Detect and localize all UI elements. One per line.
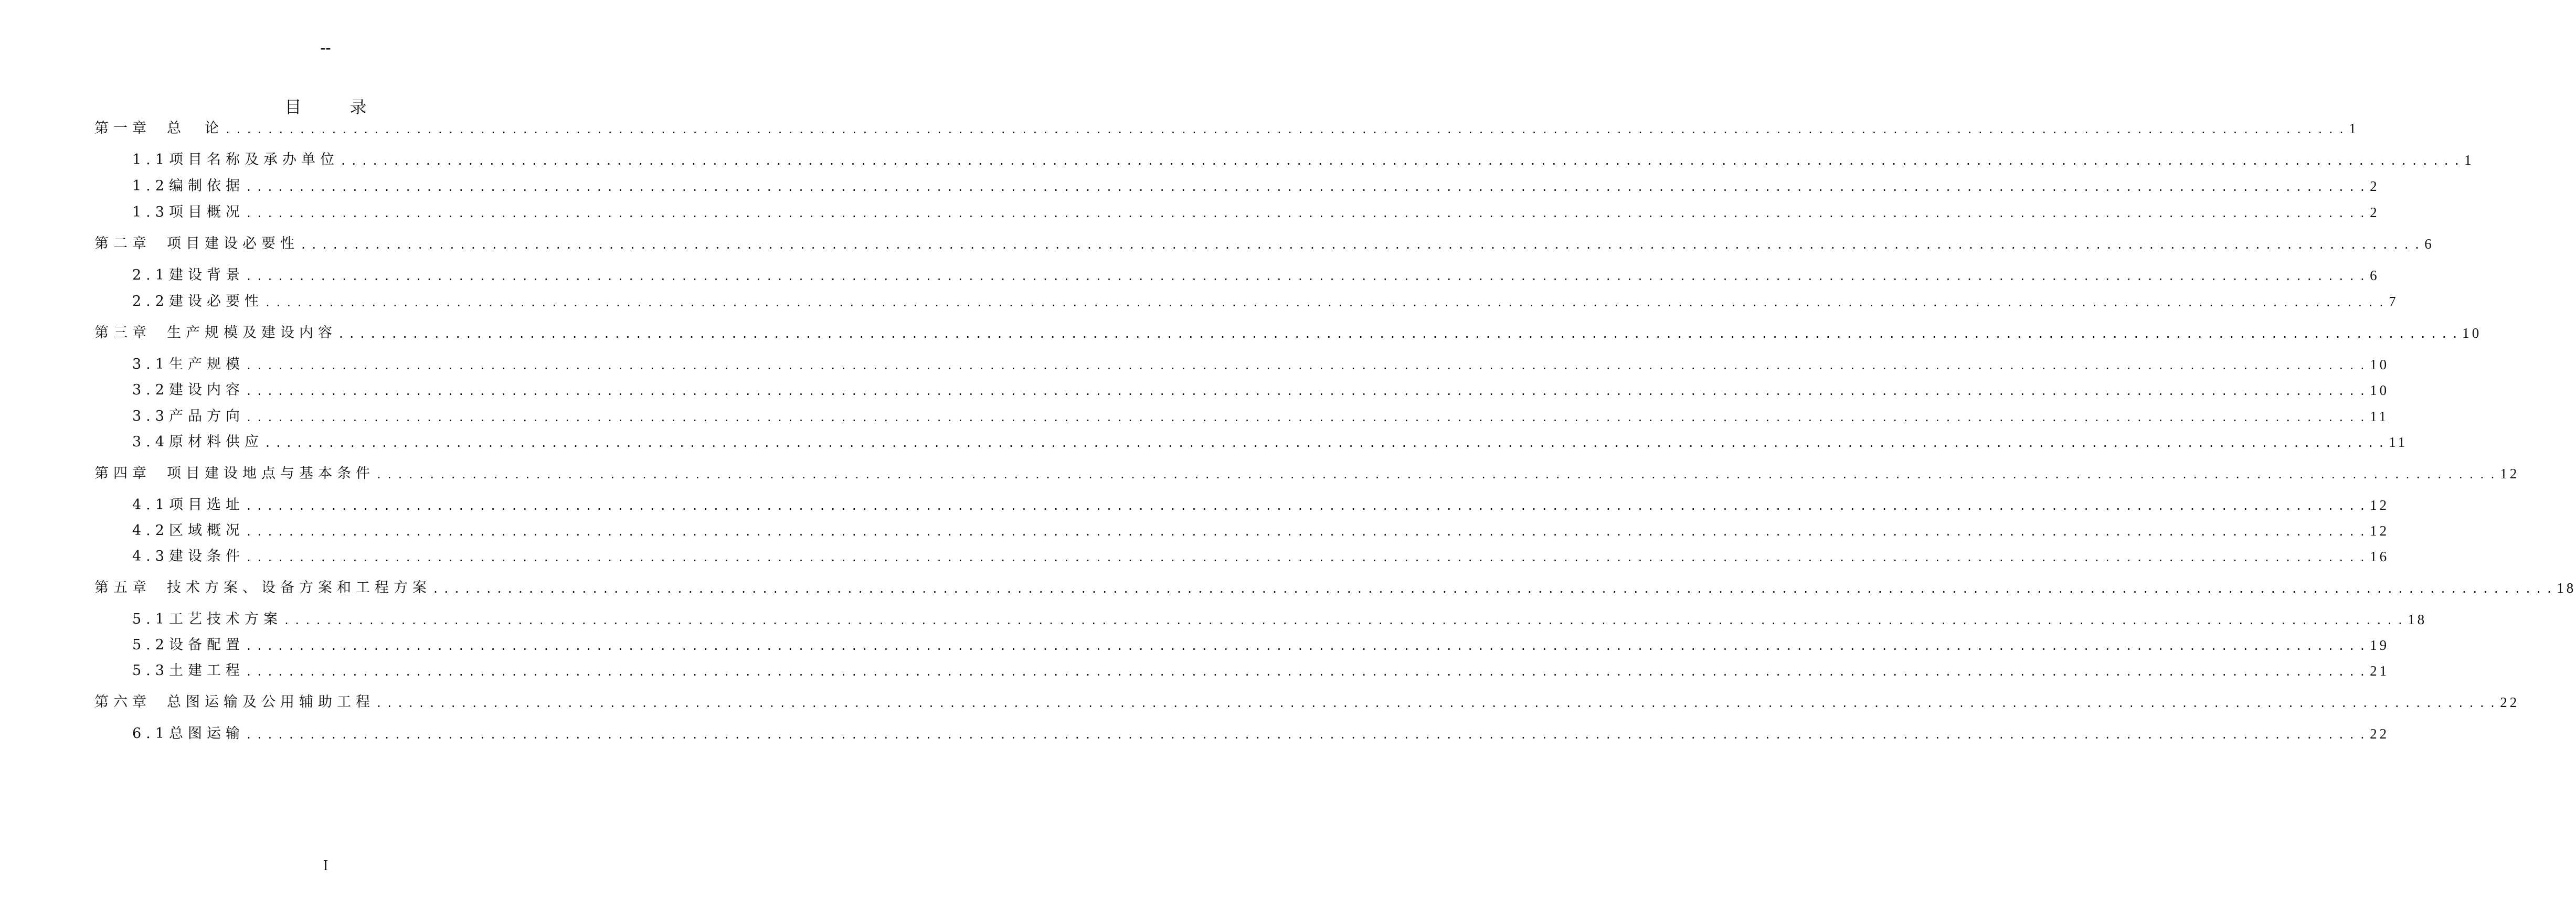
toc-entry-title: 建设背景: [168, 267, 245, 283]
toc-entry-page: 12: [2370, 523, 2390, 539]
toc-entry-label: [132, 662, 245, 680]
toc-entry-label: [94, 579, 431, 597]
toc-entry-page: 1: [2349, 121, 2359, 136]
toc-entry-number: 4.2: [132, 522, 169, 539]
toc-entry-title: 生产规模及建设内容: [167, 325, 337, 341]
toc-entry-label: [132, 204, 245, 221]
toc-entry-page: 6: [2424, 236, 2434, 252]
toc-entry-page: 10: [2462, 325, 2482, 341]
toc-entry-label: [132, 408, 245, 425]
toc-entry-number: 4.3: [132, 548, 169, 564]
toc-entry-label: [132, 356, 245, 373]
toc-entry-label: [132, 496, 245, 514]
toc-dot-leader: ........................................................................................................................................................................................................: [300, 239, 2425, 251]
toc-entry-label: [132, 381, 245, 399]
toc-entry-title: 土建工程: [168, 662, 245, 679]
toc-dot-leader: ........................................................................................................................................................................................................: [225, 123, 2349, 136]
toc-entry-title: 生产规模: [168, 356, 245, 372]
toc-entry-number: 5.3: [132, 662, 169, 679]
toc-entry-page: 16: [2370, 549, 2390, 564]
header-mark: --: [320, 39, 331, 56]
toc-entry-number: 1.3: [132, 204, 169, 220]
toc-entry-label: [132, 548, 245, 565]
toc-entry-title: 项目建设必要性: [167, 236, 299, 252]
toc-entry-number: 第一章: [94, 120, 151, 136]
toc-entry-label: [132, 522, 245, 540]
toc-chapter-entry[interactable]: [94, 120, 2359, 137]
toc-dot-leader: ........................................................................................................................................................................................................: [376, 468, 2500, 481]
toc-dot-leader: ........................................................................................................................................................................................................: [264, 296, 2389, 309]
toc-entry-page: 10: [2370, 382, 2390, 398]
toc-dot-leader: ........................................................................................................................................................................................................: [245, 526, 2370, 538]
toc-entry-label: [94, 693, 375, 711]
toc-entry-number: 5.1: [132, 611, 169, 627]
toc-dot-leader: ........................................................................................................................................................................................................: [245, 729, 2370, 741]
toc-dot-leader: ........................................................................................................................................................................................................: [376, 697, 2500, 710]
toc-entry-label: [132, 433, 263, 451]
toc-entry-number: 3.4: [132, 434, 169, 450]
toc-chapter-entry[interactable]: [94, 693, 2520, 711]
toc-dot-leader: ........................................................................................................................................................................................................: [245, 551, 2370, 564]
toc-entry-page: 1: [2464, 152, 2474, 168]
toc-entry-page: 21: [2370, 663, 2390, 679]
toc-entry-number: 第五章: [94, 580, 151, 596]
toc-entry-title: 原材料供应: [168, 434, 263, 450]
toc-dot-leader: ........................................................................................................................................................................................................: [264, 437, 2389, 450]
toc-entry-page: 11: [2370, 409, 2389, 424]
toc-dot-leader: ........................................................................................................................................................................................................: [340, 155, 2465, 167]
toc-entry-label: [132, 151, 339, 169]
toc-entry-label: [132, 293, 263, 311]
toc-dot-leader: ........................................................................................................................................................................................................: [245, 640, 2370, 652]
toc-chapter-entry[interactable]: [94, 465, 2520, 483]
toc-entry-label: [94, 465, 375, 483]
toc-entry-page: 18: [2557, 580, 2576, 596]
toc-section-entry[interactable]: [132, 662, 2390, 680]
toc-entry-title: 技术方案、设备方案和工程方案: [167, 580, 431, 596]
toc-section-entry[interactable]: [132, 725, 2390, 743]
toc-entry-label: [94, 120, 224, 137]
toc-entry-page: 7: [2389, 294, 2399, 309]
toc-entry-number: 第六章: [94, 694, 151, 710]
toc-dot-leader: ........................................................................................................................................................................................................: [245, 385, 2370, 398]
toc-entry-number: 6.1: [132, 725, 169, 742]
toc-title-right: 录: [349, 97, 367, 117]
toc-entry-title: 设备配置: [168, 637, 245, 653]
toc-entry-number: 3.3: [132, 408, 169, 424]
toc-chapter-entry[interactable]: [94, 324, 2482, 342]
page-number: I: [323, 858, 328, 874]
toc-section-entry[interactable]: [132, 356, 2390, 373]
toc-section-entry[interactable]: [132, 496, 2390, 514]
toc-entry-number: 第四章: [94, 465, 151, 482]
toc-entry-title: 项目名称及承办单位: [168, 152, 339, 168]
toc-entry-title: 项目选址: [168, 497, 245, 513]
toc-entry-title: 总图运输及公用辅助工程: [167, 694, 375, 710]
toc-dot-leader: ........................................................................................................................................................................................................: [245, 411, 2370, 424]
toc-entry-number: 3.1: [132, 356, 169, 372]
toc-entry-number: 第三章: [94, 325, 151, 341]
toc-entry-label: [132, 636, 245, 654]
toc-entry-title: 总图运输: [168, 725, 245, 742]
toc-section-entry[interactable]: [132, 522, 2390, 540]
toc-chapter-entry[interactable]: [94, 579, 2576, 597]
toc-entry-number: 1.2: [132, 178, 169, 194]
toc-entry-title: 工艺技术方案: [168, 611, 282, 627]
toc-dot-leader: ........................................................................................................................................................................................................: [245, 270, 2370, 283]
toc-entry-label: [132, 177, 245, 195]
toc-entry-number: 3.2: [132, 382, 169, 398]
toc-entry-label: [132, 725, 245, 743]
toc-chapter-entry[interactable]: [94, 235, 2434, 253]
toc-section-entry[interactable]: [132, 151, 2474, 169]
toc-entry-page: 2: [2370, 178, 2380, 194]
toc-section-entry[interactable]: [132, 177, 2380, 195]
toc-entry-label: [94, 324, 337, 342]
toc-entry-page: 22: [2370, 726, 2390, 742]
toc-entry-title: 建设内容: [168, 382, 245, 398]
toc-entry-page: 12: [2500, 466, 2520, 482]
toc-entry-number: 1.1: [132, 152, 169, 168]
toc-entry-number: 4.1: [132, 497, 169, 513]
toc-entry-title: 项目概况: [168, 204, 245, 220]
toc-entry-page: 12: [2370, 497, 2390, 513]
toc-dot-leader: ........................................................................................................................................................................................................: [245, 666, 2370, 678]
toc-section-entry[interactable]: [132, 408, 2389, 425]
toc-section-entry[interactable]: [132, 293, 2399, 311]
toc-section-entry[interactable]: [132, 381, 2390, 399]
toc-section-entry[interactable]: [132, 204, 2380, 221]
toc-section-entry[interactable]: [132, 636, 2390, 654]
toc-entry-number: 2.1: [132, 267, 169, 283]
toc-entry-title: 总 论: [167, 120, 224, 136]
toc-section-entry[interactable]: [132, 548, 2390, 565]
toc-dot-leader: ........................................................................................................................................................................................................: [338, 328, 2463, 340]
toc-dot-leader: ........................................................................................................................................................................................................: [283, 614, 2408, 627]
toc-entry-page: 10: [2370, 357, 2390, 372]
toc-entry-page: 19: [2370, 637, 2390, 653]
toc-entry-title: 区域概况: [168, 522, 245, 539]
toc-entry-page: 2: [2370, 205, 2380, 220]
toc-entry-page: 11: [2389, 434, 2408, 450]
toc-section-entry[interactable]: [132, 433, 2408, 451]
toc-section-entry[interactable]: [132, 266, 2380, 284]
toc-entry-label: [94, 235, 299, 253]
toc-entry-page: 6: [2370, 268, 2380, 283]
toc-entry-title: 编制依据: [168, 178, 245, 194]
toc-entry-page: 22: [2500, 694, 2520, 710]
toc-entry-label: [132, 266, 245, 284]
toc-entry-label: [132, 611, 282, 628]
toc-title-left: 目: [284, 97, 302, 117]
toc-dot-leader: ........................................................................................................................................................................................................: [432, 583, 2557, 595]
toc-dot-leader: ........................................................................................................................................................................................................: [245, 359, 2370, 372]
toc-dot-leader: ........................................................................................................................................................................................................: [245, 181, 2370, 194]
toc-entry-page: 18: [2408, 612, 2427, 627]
toc-dot-leader: ........................................................................................................................................................................................................: [245, 207, 2370, 220]
toc-dot-leader: ........................................................................................................................................................................................................: [245, 500, 2370, 512]
toc-entry-number: 2.2: [132, 293, 169, 309]
toc-entry-title: 建设条件: [168, 548, 245, 564]
toc-entry-title: 项目建设地点与基本条件: [167, 465, 375, 482]
toc-entry-number: 5.2: [132, 637, 169, 653]
toc-entry-title: 建设必要性: [168, 293, 263, 309]
toc-entry-number: 第二章: [94, 236, 151, 252]
toc-entry-title: 产品方向: [168, 408, 245, 424]
toc-section-entry[interactable]: [132, 611, 2427, 628]
